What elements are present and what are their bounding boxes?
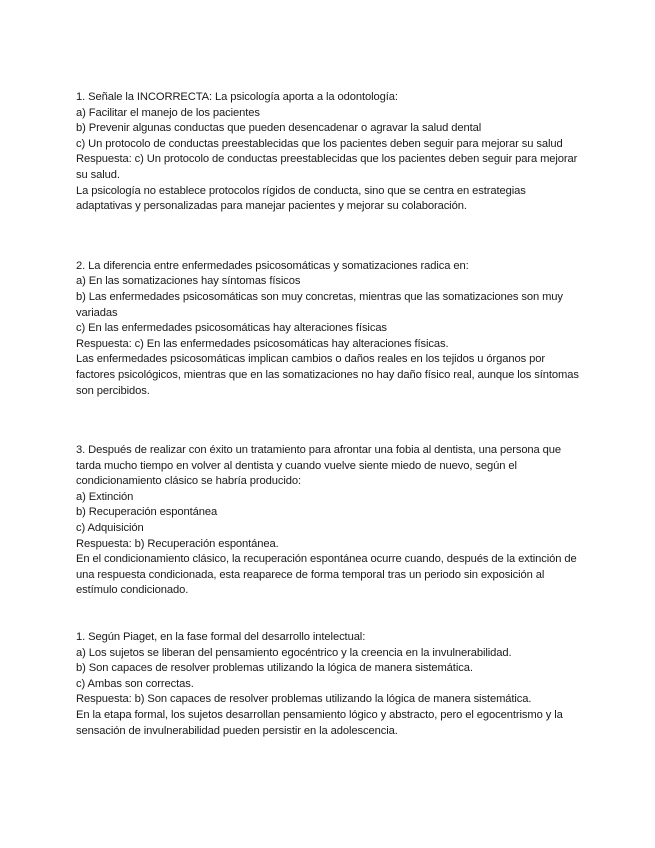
question-text: 2. La diferencia entre enfermedades psicosomáticas y somatizaciones radica en: bbox=[76, 259, 469, 272]
question-block bbox=[76, 443, 581, 599]
question-block bbox=[76, 259, 581, 399]
option-a: a) Facilitar el manejo de los pacientes bbox=[76, 106, 260, 119]
option-b: b) Recuperación espontánea bbox=[76, 506, 218, 519]
question-text: 1. Según Piaget, en la fase formal del desarrollo intelectual: bbox=[76, 631, 366, 644]
option-a: a) En las somatizaciones hay síntomas físicos bbox=[76, 275, 301, 288]
question-block bbox=[76, 90, 581, 215]
option-c: c) Adquisición bbox=[76, 522, 144, 535]
option-b: b) Las enfermedades psicosomáticas son muy concretas, mientras que las somatizaciones son muy variadas bbox=[76, 290, 563, 319]
option-b: b) Son capaces de resolver problemas utilizando la lógica de manera sistemática. bbox=[76, 662, 473, 675]
option-c: c) Un protocolo de conductas preestablecidas que los pacientes deben seguir para mejorar su salud bbox=[76, 137, 563, 150]
option-a: a) Los sujetos se liberan del pensamiento egocéntrico y la creencia en la invulnerabilidad. bbox=[76, 646, 512, 659]
question-block bbox=[76, 630, 581, 739]
explanation-text: En el condicionamiento clásico, la recuperación espontánea ocurre cuando, después de la extinción de una respuesta condicionada, esta reaparece de forma temporal tras un periodo sin exposición al estímulo condicionado. bbox=[76, 553, 577, 597]
option-a: a) Extinción bbox=[76, 490, 134, 503]
answer-text: Respuesta: b) Recuperación espontánea. bbox=[76, 537, 279, 550]
answer-text: Respuesta: b) Son capaces de resolver problemas utilizando la lógica de manera sistemática. bbox=[76, 693, 532, 706]
question-text: 1. Señale la INCORRECTA: La psicología aporta a la odontología: bbox=[76, 91, 398, 103]
explanation-text: Las enfermedades psicosomáticas implican cambios o daños reales en los tejidos u órganos por factores psicológicos, mientras que en las somatizaciones no hay daño físico real, aunque los síntomas son percibidos. bbox=[76, 353, 579, 397]
option-c: c) En las enfermedades psicosomáticas hay alteraciones físicas bbox=[76, 322, 387, 335]
question-text: 3. Después de realizar con éxito un tratamiento para afrontar una fobia al dentista, una persona que tarda mucho tiempo en volver al dentista y cuando vuelve siente miedo de nuevo, según el condicionamiento clásico se habría producido: bbox=[76, 444, 562, 488]
document-page bbox=[76, 90, 581, 739]
option-c: c) Ambas son correctas. bbox=[76, 677, 194, 690]
explanation-text: En la etapa formal, los sujetos desarrollan pensamiento lógico y abstracto, pero el egocentrismo y la sensación de invulnerabilidad pueden persistir en la adolescencia. bbox=[76, 709, 563, 737]
option-b: b) Prevenir algunas conductas que pueden desencadenar o agravar la salud dental bbox=[76, 122, 482, 135]
answer-text: Respuesta: c) En las enfermedades psicosomáticas hay alteraciones físicas. bbox=[76, 337, 449, 350]
explanation-text: La psicología no establece protocolos rígidos de conducta, sino que se centra en estrategias adaptativas y personalizadas para manejar pacientes y mejorar su colaboración. bbox=[76, 184, 526, 213]
answer-text: Respuesta: c) Un protocolo de conductas preestablecidas que los pacientes deben seguir para mejorar su salud. bbox=[76, 153, 578, 181]
